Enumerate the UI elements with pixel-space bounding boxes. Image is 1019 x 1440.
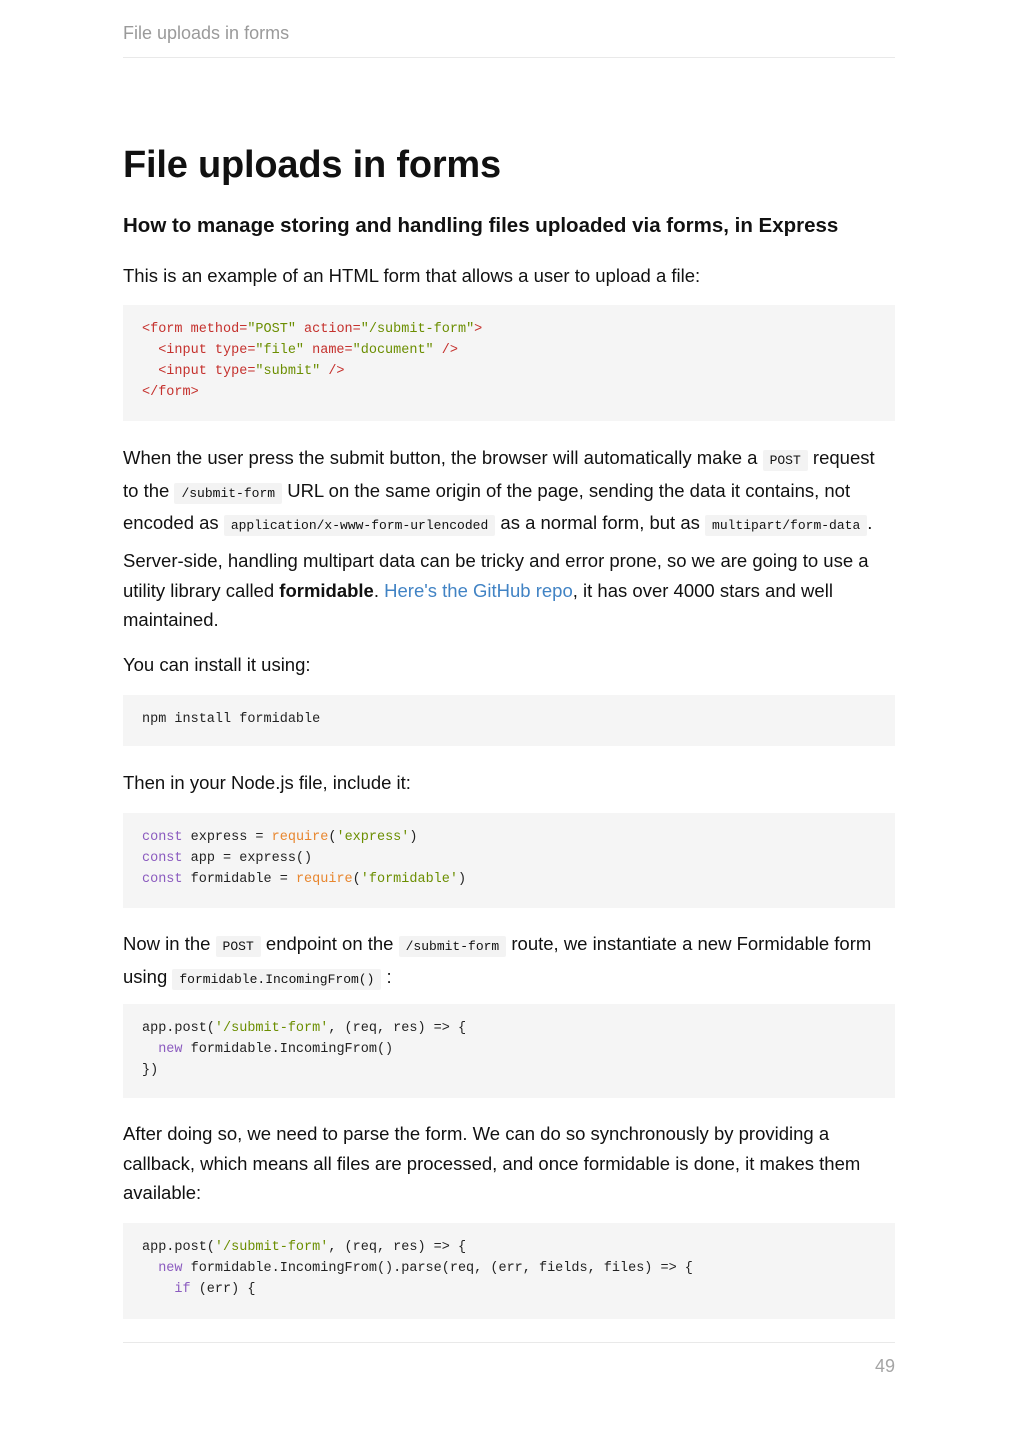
code-line: }) — [142, 1063, 159, 1078]
html-form-code-block — [123, 305, 895, 421]
parse-paragraph: After doing so, we need to parse the form. We can do so synchronously by providing a callback, which means all files are processed, and once formidable is done, it makes them available: — [123, 1123, 861, 1203]
parse-code-block — [123, 1223, 895, 1319]
code-line: const formidable = require('formidable') — [142, 872, 467, 887]
submit-explanation-paragraph: When the user press the submit button, the browser will automatically make a POST request to the /submit-form URL on the same origin of the page, sending the data it contains, not encoded as application/x-www-form-urlencoded as a normal form, but as multipart/form-data . — [123, 443, 895, 541]
inline-code: multipart/form-data — [705, 515, 867, 536]
code-line: const app = express() — [142, 851, 313, 866]
inline-code: /submit-form — [174, 483, 282, 504]
post-route-code-block — [123, 1004, 895, 1098]
code-line: const express = require('express') — [142, 830, 418, 845]
code-line: npm install formidable — [142, 712, 321, 727]
npm-install-code-block — [123, 695, 895, 746]
include-paragraph: Then in your Node.js file, include it: — [123, 772, 411, 793]
install-paragraph: You can install it using: — [123, 654, 311, 675]
page-number: 49 — [874, 1356, 895, 1376]
code-line: new formidable.IncomingFrom() — [158, 1042, 394, 1057]
inline-code: POST — [763, 450, 808, 471]
inline-code: /submit-form — [399, 936, 507, 957]
code-line: <form method="POST" action="/submit-form"> — [142, 322, 483, 337]
running-header: File uploads in forms — [123, 23, 895, 58]
footer-divider — [123, 1342, 895, 1343]
chapter-title: File uploads in forms — [123, 144, 501, 186]
code-line: </form> — [142, 385, 199, 400]
code-line: app.post('/submit-form', (req, res) => { — [142, 1021, 467, 1036]
endpoint-paragraph: Now in the POST endpoint on the /submit-form route, we instantiate a new Formidable form using formidable.IncomingFrom() : — [123, 929, 895, 994]
github-repo-link[interactable]: Here's the GitHub repo — [384, 579, 573, 601]
code-line: <input type="submit" /> — [142, 364, 345, 379]
library-name: formidable — [279, 579, 374, 601]
code-line: new formidable.IncomingFrom().parse(req, (err, fields, files) => { — [158, 1261, 693, 1276]
inline-code: POST — [216, 936, 261, 957]
chapter-subtitle: How to manage storing and handling files uploaded via forms, in Express — [123, 214, 839, 237]
code-line: if (err) { — [174, 1282, 256, 1297]
intro-paragraph: This is an example of an HTML form that allows a user to upload a file: — [123, 265, 701, 286]
code-line: app.post('/submit-form', (req, res) => { — [142, 1240, 467, 1255]
code-line: <input type="file" name="document" /> — [142, 343, 458, 358]
formidable-intro-paragraph: Server-side, handling multipart data can be tricky and error prone, so we are going to use a utility library called formidable. Here's the GitHub repo, it has over 4000 stars and well maintained. — [123, 550, 869, 630]
inline-code: formidable.IncomingFrom() — [172, 969, 381, 990]
inline-code: application/x-www-form-urlencoded — [224, 515, 495, 536]
require-code-block — [123, 813, 895, 908]
